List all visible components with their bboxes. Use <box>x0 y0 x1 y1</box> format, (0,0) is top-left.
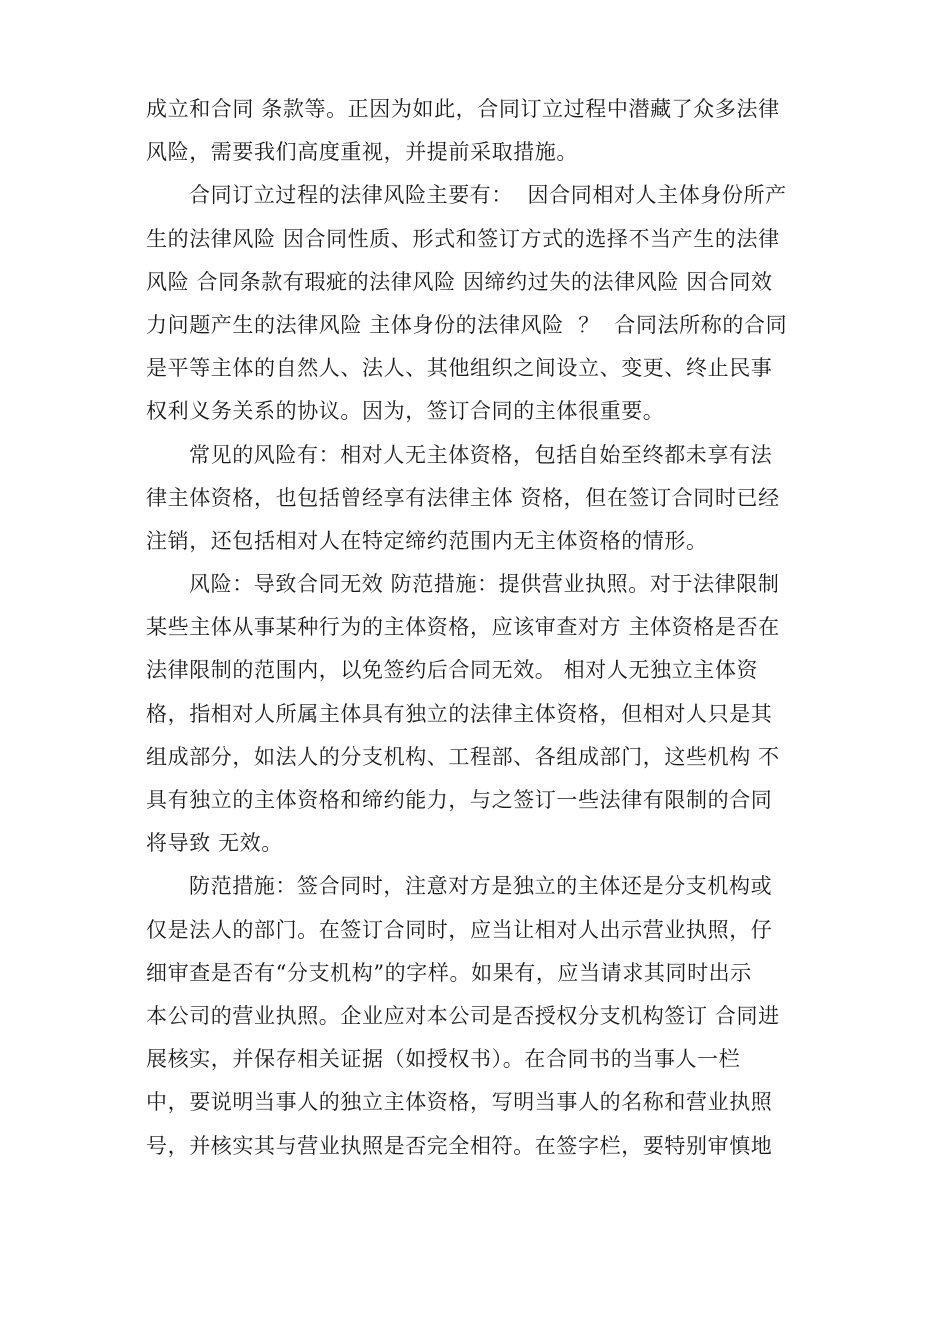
text-line: 格，指相对人所属主体具有独立的法律主体资格，但相对人只是其 <box>146 701 773 726</box>
text-line: 常见的风险有：相对人无主体资格，包括自始至终都未享有法 <box>189 442 773 467</box>
document-body-text <box>146 88 810 1168</box>
text-line: 本公司的营业执照。企业应对本公司是否授权分支机构签订 合同进 <box>146 1003 780 1028</box>
text-line: 注销，还包括相对人在特定缔约范围内无主体资格的情形。 <box>146 528 708 553</box>
text-line: 细审查是否有“分支机构”的字样。如果有，应当请求其同时出示 <box>146 960 752 985</box>
text-line: 将导致 无效。 <box>146 831 283 856</box>
text-line: 法律限制的范围内，以免签约后合同无效。 相对人无独立主体资 <box>146 658 759 683</box>
text-line: 具有独立的主体资格和缔约能力，与之签订一些法律有限制的合同 <box>146 788 773 812</box>
text-line: 中，要说明当事人的独立主体资格，写明当事人的名称和营业执照 <box>146 1090 773 1115</box>
text-line: 仅是法人的部门。在签订合同时，应当让相对人出示营业执照，仔 <box>146 917 773 942</box>
text-line: 合同订立过程的法律风险主要有： 因合同相对人主体身份所产 <box>189 183 787 208</box>
text-line: 展核实，并保存相关证据（如授权书）。在合同书的当事人一栏 <box>146 1047 741 1072</box>
text-line: 律主体资格，也包括曾经享有法律主体 资格，但在签订合同时已经 <box>146 485 780 510</box>
text-line: 风险，需要我们高度重视，并提前采取措施。 <box>146 140 578 165</box>
text-line: 是平等主体的自然人、法人、其他组织之间设立、变更、终止民事 <box>146 356 773 381</box>
text-line: 力问题产生的法律风险 主体身份的法律风险 ？ 合同法所称的合同 <box>146 312 788 337</box>
text-line: 风险 合同条款有瑕疵的法律风险 因缔约过失的法律风险 因合同效 <box>146 269 773 294</box>
text-line: 防范措施：签合同时，注意对方是独立的主体还是分支机构或 <box>189 874 773 899</box>
text-line: 某些主体从事某种行为的主体资格，应该审查对方 主体资格是否在 <box>146 615 780 640</box>
text-line: 生的法律风险 因合同性质、形式和签订方式的选择不当产生的法律 <box>146 226 780 251</box>
text-line: 组成部分，如法人的分支机构、工程部、各组成部门，这些机构 不 <box>146 744 780 769</box>
text-line: 号，并核实其与营业执照是否完全相符。在签字栏，要特别审慎地 <box>146 1133 773 1158</box>
text-line: 成立和合同 条款等。正因为如此，合同订立过程中潜藏了众多法律 <box>146 97 780 121</box>
text-line: 风险：导致合同无效 防范措施：提供营业执照。对于法律限制 <box>189 572 780 597</box>
text-line: 权利义务关系的协议。因为，签订合同的主体很重要。 <box>146 399 665 424</box>
